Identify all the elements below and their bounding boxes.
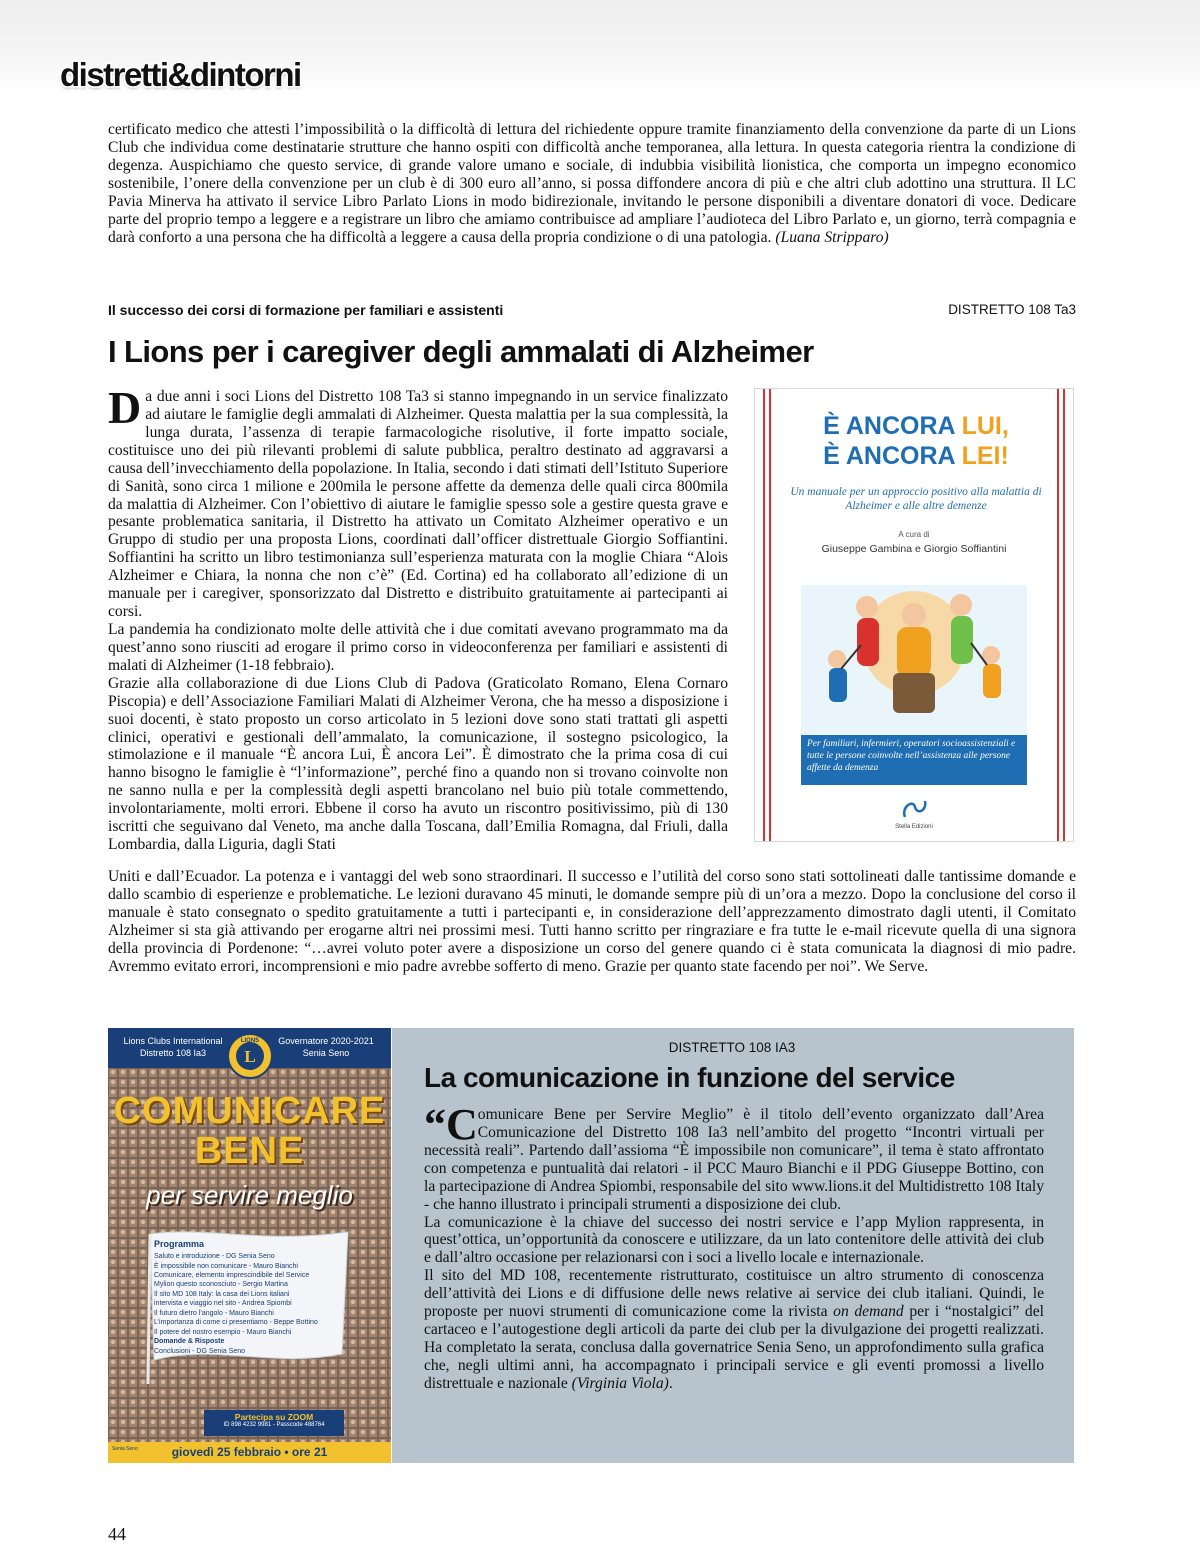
article1-title: I Lions per i caregiver degli ammalati di Alzheimer — [108, 334, 814, 369]
poster-subtitle: per servire meglio — [146, 1180, 353, 1210]
article1-kicker: Il successo dei corsi di formazione per familiari e assistenti — [108, 302, 504, 318]
book-title — [791, 411, 1041, 471]
article2-p3: Il sito del MD 108, recentemente ristrutturato, costituisce un altro strumento di conoscenza dell’attività dei Lions e di diffusione delle news relative ai service dei club italiani. Quindi, le proposte per nuovi strumenti di comunicazione come la rivista on demand per i “nostalgici” del cartaceo e l’autogestione degli articoli da parte dei club per la divulgazione dei progetti realizzati. Ha completato la serata, conclusa dalla governatrice Senia Seno, un approfondimento sulla grafica che, negli ultimi anni, ha accompagnato i principali service e gli eventi promossi a livello distrettuale e nazionale (Virginia Viola). — [424, 1267, 1044, 1392]
intro-paragraph — [108, 121, 1076, 246]
poster-governor: Governatore 2020-2021 Senia Seno — [278, 1036, 374, 1059]
program-item: Il potere del nostro esempio - Mauro Bianchi — [154, 1328, 292, 1336]
lions-logo-text: LIONS — [240, 1038, 260, 1044]
program-item: Saluto e introduzione - DG Senia Seno — [154, 1253, 275, 1261]
article2-panel — [392, 1028, 1074, 1463]
article1-dropcap: D — [108, 382, 142, 433]
book-editors: Giuseppe Gambina e Giorgio Soffiantini — [821, 543, 1007, 555]
book-subtitle: Un manuale per un approccio positivo alla malattia di Alzheimer e alle altre demenze — [790, 486, 1042, 513]
intro-author: (Luana Stripparo) — [775, 228, 889, 246]
event-poster — [108, 1028, 391, 1463]
section-logo: distretti&dintorni — [60, 56, 301, 93]
poster-org: Lions Clubs International Distretto 108 Ia3 — [123, 1036, 223, 1059]
book-blurb: Per familiari, infermieri, operatori socioassistenziali e tutte le persone coinvolte nell’assistenza alle persone affette da demenza — [801, 735, 1027, 785]
article1-p1-text: a due anni i soci Lions del Distretto 108 Ta3 si stanno impegnando in un service finalizzato ad aiutare le famiglie degli ammalati di Alzheimer. Questa malattia per la sua complessità, la lunga durata, l’assenza di terapie farmacologiche risolutive, il forte impatto sociale, costituisce uno dei più rilevanti problemi di salute pubblica, peraltro destinato ad aggravarsi a causa dell’invecchiamento della popolazione. In Italia, secondo i dati stimati dell’Istituto Superiore di Sanità, sono circa 1 milione e 200mila le persone affette da demenza delle quali circa 800mila da malattia di Alzheimer. Con l’obiettivo di aiutare le famiglie spesso sole a gestire questa grave e pesante problematica sanitaria, il Distretto ha attivato un Comitato Alzheimer operativo e un Gruppo di studio per una proposta Lions, coordinati dall’officer distrettuale Giorgio Soffiantini. Soffiantini ha scritto un libro testimonianza sull’esperienza maturata con la moglie Chiara “Alois Alzheimer e Chiara, la nonna che non c’è” (Ed. Cortina) ed ha collaborato all’edizione di un manuale per i caregiver, sponsorizzato dal Distretto e distribuito gratuitamente ai partecipanti ai corsi. — [108, 388, 728, 621]
article2-body — [424, 1100, 1044, 1393]
program-item: intervista e viaggio nel sito - Andrea Spiombi — [154, 1300, 292, 1308]
article2-author: (Virginia Viola) — [571, 1374, 669, 1392]
lions-logo-icon — [226, 1032, 274, 1080]
book-title-line1: È ANCORA LUI, — [823, 412, 1009, 440]
book-stripe — [769, 389, 771, 841]
article1-p4: Uniti e dall’Ecuador. La potenza e i vantaggi del web sono straordinari. Il successo e l’utilità del corso sono stati sottolineati dalle tantissime domande e dallo scambio di esperienze e problematiche. Le lezioni duravano 45 minuti, le domande sempre più di un’ora a mezzo. Dopo la conclusione del corso il manuale è stato consegnato o spedito gratuitamente a tutti i partecipanti e, in considerazione dell’apprezzamento dimostrato dagli utenti, il Comitato Alzheimer si sta già attivando per erogarne altri nei prossimi mesi. Tutti hanno scritto per ringraziare e fra tutte le e-mail ricevute quella di una signora della provincia di Pordenone: “…avrei voluto poter avere a disposizione un corso del genere quando ci è stata comunicata la diagnosi di mio padre. Avremmo evitato errori, incomprensioni e mio padre avrebbe sofferto di meno. Grazie per quanto state facendo per noi”. We Serve. — [108, 868, 1076, 975]
article2-title: La comunicazione in funzione del service — [424, 1062, 955, 1093]
article1-p1 — [108, 382, 728, 621]
program-item: Conclusioni - DG Senia Seno — [154, 1347, 246, 1355]
program-item: Comunicare, elemento imprescindibile del Service — [154, 1272, 310, 1280]
program-item: Il futuro dietro l’angolo - Mauro Bianchi — [154, 1309, 274, 1317]
article1-p3: Grazie alla collaborazione di due Lions Club di Padova (Graticolato Romano, Elena Cornaro Piscopia) e dell’Associazione Familiari Malati di Alzheimer Verona, che ha messo a disposizione i suoi docenti, è stato proposto un corso articolato in 5 lezioni dove sono stati trattati gli aspetti clinici, operativi e gestionali dell’ammalato, la comunicazione, il sostegno psicologico, la stimolazione e il manuale “È ancora Lui, È ancora Lei”. È dimostrato che la prima cosa di cui hanno bisogno le famiglie è “l’informazione”, perché fino a quando non si trovano coinvolte non ne sanno nulla e per la complessità degli aspetti brancolano nel buio più totale commettendo, involontariamente, molti errori. Ebbene il corso ha avuto un riscontro positivissimo, più di 130 iscritti che seguivano dal Veneto, ma anche dalla Toscana, dall’Emilia Romagna, dal Friuli, dalla Lombardia, dalla Liguria, dagli Stati — [108, 674, 728, 854]
article1-body-top — [108, 382, 728, 854]
article2-district: DISTRETTO 108 IA3 — [668, 1040, 796, 1055]
program-item: L’importanza di come ci presentiamo - Beppe Bottino — [154, 1319, 318, 1327]
book-cover — [754, 388, 1074, 842]
poster-zoom-label: Partecipa su ZOOM — [234, 1412, 314, 1422]
article2-p2: La comunicazione è la chiave del successo dei nostri service e l’app Mylion rappresenta, in quest’ottica, un’opportunità da conoscere e utilizzare, da un lato contenitore delle attività dei club e dall’altro occasione per relazionarsi con i soci a livello locale e internazionale. — [424, 1213, 1044, 1267]
article1-kicker-row — [108, 302, 1076, 322]
intro-text: certificato medico che attesti l’impossibilità o la difficoltà di lettura del richiedente oppure tramite finanziamento della convenzione da parte di un Lions Club che individua come destinatarie strutture che hanno ospiti con difficoltà anche temporanea, alla lettura. In questa categoria rientra la condizione di degenza. Auspichiamo che questo service, di grande valore umano e sociale, di indubbia visibilità lionistica, che comporta un impegno economico sostenibile, l’onere della convenzione per un club è di 300 euro all’anno, si possa diffondere ancora di più e che altri club adottino una struttura. Il LC Pavia Minerva ha attivato il service Libro Parlato Lions in modo bidirezionale, invitando le persone disponibili a diventare donatori di voce. Dedicare parte del proprio tempo a leggere e a registrare un libro che amiamo contribuisce ad ampliare l’audioteca del Libro Parlato e, un giorno, terrà compagnia e darà conforto a una persona che ha difficoltà a leggere a causa della propria condizione o di una patologia. — [108, 121, 1076, 246]
article2-p1-text: omunicare Bene per Servire Meglio” è il titolo dell’evento organizzato dall’Area Comunicazione del Distretto 108 Ia3 nell’ambito del progetto “Incontri virtuali per necessità reali”. Partendo dall’assioma “È impossibile non comunicare”, il tema è stato affrontato con competenza e puntualità dai relatori - il PCC Mauro Bianchi e il PDG Giuseppe Bottino, con la partecipazione di Andrea Spiombi, responsabile del sito www.lions.it del Multidistretto 108 Italy - che hanno illustrato i principali strumenti a disposizione dei club. — [424, 1106, 1044, 1213]
book-stripe — [1057, 389, 1059, 841]
publisher-logo — [899, 797, 929, 821]
page-number: 44 — [108, 1524, 126, 1544]
poster-program — [154, 1238, 334, 1356]
book-stripe — [1063, 389, 1065, 841]
program-item: Il sito MD 108 Italy: la casa dei Lions italiani — [154, 1290, 290, 1298]
book-editors-label: A cura di — [898, 530, 930, 539]
book-title-line2: È ANCORA LEI! — [823, 442, 1009, 470]
family-illustration — [801, 585, 1027, 735]
poster-title: COMUNICARE BENE — [113, 1090, 386, 1172]
program-item: Mylion questo sconosciuto - Sergio Martina — [154, 1281, 288, 1289]
book-stripe — [763, 389, 765, 841]
article1-p2: La pandemia ha condizionato molte delle attività che i due comitati avevano programmato ma da quest’anno sono riusciti ad erogare il primo corso in videoconferenza per familiari e assistenti di malati di Alzheimer (1-18 febbraio). — [108, 620, 728, 674]
poster-date: giovedì 25 febbraio • ore 21 — [108, 1442, 391, 1463]
poster-zoom-box — [204, 1410, 344, 1436]
article1-district: DISTRETTO 108 Ta3 — [948, 302, 1076, 317]
program-item: È impossibile non comunicare - Mauro Bianchi — [154, 1262, 298, 1270]
poster-program-title: Programma — [154, 1239, 205, 1249]
article2-dropcap: “C — [424, 1100, 478, 1149]
poster-credit: Senia Seno — [112, 1446, 138, 1452]
program-item: Domande & Risposte — [154, 1338, 225, 1346]
article2-p1 — [424, 1100, 1044, 1214]
book-publisher: Stella Edizioni — [895, 824, 933, 830]
svg-text:L: L — [244, 1047, 256, 1066]
poster-zoom-id: ID 898 4232 9981 - Passcode 488764 — [223, 1422, 325, 1428]
